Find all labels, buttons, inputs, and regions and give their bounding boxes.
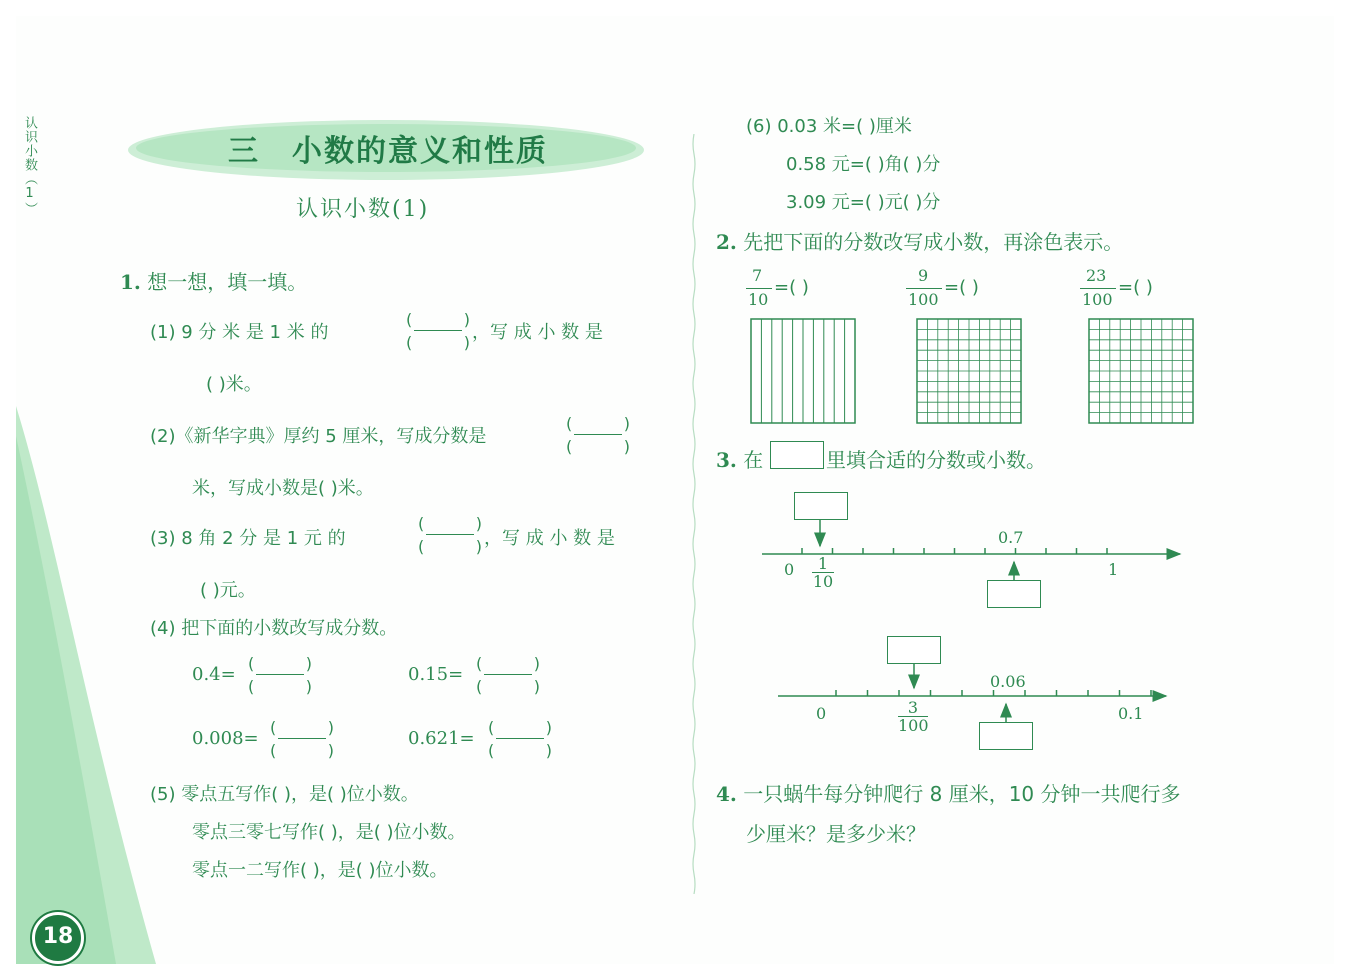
q1-part3-text-b: ，写 成 小 数 是 xyxy=(484,528,615,549)
workbook-page xyxy=(16,16,1334,964)
q3-text-a: 在 xyxy=(743,448,764,472)
q3-example-box xyxy=(770,441,824,469)
q1-part3-text: (3) 8 角 2 分 是 1 元 的 xyxy=(150,528,346,549)
q1-part4-item-4: 0.621= xyxy=(408,728,475,749)
nl1-label-mid: 0.7 xyxy=(998,528,1024,547)
q1-text: 想一想，填一填。 xyxy=(147,270,308,294)
grid-hundredths-2[interactable] xyxy=(1088,318,1194,424)
number-line-1-box-top[interactable] xyxy=(794,492,848,520)
q1-part3-text-c: ( )元。 xyxy=(200,580,256,601)
side-tab-label: 认识小数（1） xyxy=(22,116,37,216)
q3-heading xyxy=(716,444,763,473)
chapter-title: 三 小数的意义和性质 xyxy=(228,134,548,169)
nl2-label-zero: 0 xyxy=(816,704,827,723)
q2-text: 先把下面的分数改写成小数，再涂色表示。 xyxy=(743,230,1124,254)
nl2-label-fraction: 3 100 xyxy=(898,698,929,735)
q6-line-a: (6) 0.03 米=( )厘米 xyxy=(746,116,912,137)
q6-line-b: 0.58 元=( )角( )分 xyxy=(786,154,941,175)
q1-part5-line-b: 零点三零七写作( )，是( )位小数。 xyxy=(192,822,466,843)
number-line-2-box-top[interactable] xyxy=(887,636,941,664)
nl2-label-mid: 0.06 xyxy=(990,672,1026,691)
q1-part4-blank-4: ( ) ( ) xyxy=(488,718,552,760)
page-number-badge xyxy=(32,912,84,964)
q1-part5-line-a: (5) 零点五写作( )，是( )位小数。 xyxy=(150,784,419,805)
nl1-label-zero: 0 xyxy=(784,560,795,579)
q1-part2-text: (2)《新华字典》厚约 5 厘米，写成分数是 xyxy=(150,426,487,447)
q1-part4-blank-1: ( ) ( ) xyxy=(248,654,312,696)
q1-part3-fraction-blank: ( ) ( ) xyxy=(418,514,482,556)
nl1-label-end: 1 xyxy=(1108,560,1119,579)
q4-number: 4. xyxy=(716,782,737,806)
q1-part5-line-c: 零点一二写作( )，是( )位小数。 xyxy=(192,860,448,881)
q1-part4-text: (4) 把下面的小数改写成分数。 xyxy=(150,618,398,639)
q4-text-b: 少厘米？是多少米？ xyxy=(746,822,926,846)
q1-part1-text: (1) 9 分 米 是 1 米 的 xyxy=(150,322,329,343)
q1-part1-text-b: ，写 成 小 数 是 xyxy=(472,322,603,343)
nl1-label-fraction: 1 10 xyxy=(812,554,834,591)
q1-part4-item-2: 0.15= xyxy=(408,664,464,685)
q3-number: 3. xyxy=(716,448,737,472)
q4-heading xyxy=(716,778,1181,807)
q1-part2-fraction-blank: ( ) ( ) xyxy=(566,414,630,456)
q1-part2-text-b: 米，写成小数是( )米。 xyxy=(192,478,374,499)
page-divider xyxy=(692,134,696,894)
q4-text-a: 一只蜗牛每分钟爬行 8 厘米，10 分钟一共爬行多 xyxy=(743,782,1181,806)
q2-fraction-3: 23 100 =( ) xyxy=(1082,266,1153,309)
q1-part4-blank-2: ( ) ( ) xyxy=(476,654,540,696)
q6-line-c: 3.09 元=( )元( )分 xyxy=(786,192,941,213)
q2-fraction-1: 7 10 =( ) xyxy=(748,266,809,309)
q1-part1-text-c: ( )米。 xyxy=(206,374,262,395)
q1-part1-fraction-blank: ( ) ( ) xyxy=(406,310,470,352)
number-line-2-box-bottom[interactable] xyxy=(979,722,1033,750)
q2-fraction-2: 9 100 =( ) xyxy=(908,266,979,309)
q1-heading xyxy=(120,266,307,295)
number-line-1-box-bottom[interactable] xyxy=(987,580,1041,608)
q1-part4-item-1: 0.4= xyxy=(192,664,236,685)
q1-part4-item-3: 0.008= xyxy=(192,728,259,749)
nl2-label-end: 0.1 xyxy=(1118,704,1144,723)
page-number: 18 xyxy=(42,924,74,949)
q2-heading xyxy=(716,226,1123,255)
q1-part4-blank-3: ( ) ( ) xyxy=(270,718,334,760)
q3-text-b: 里填合适的分数或小数。 xyxy=(826,448,1046,472)
q2-number: 2. xyxy=(716,230,737,254)
grid-hundredths-1[interactable] xyxy=(916,318,1022,424)
grid-tenths[interactable] xyxy=(750,318,856,424)
lesson-title: 认识小数(1) xyxy=(296,197,430,222)
q1-number: 1. xyxy=(120,270,141,294)
